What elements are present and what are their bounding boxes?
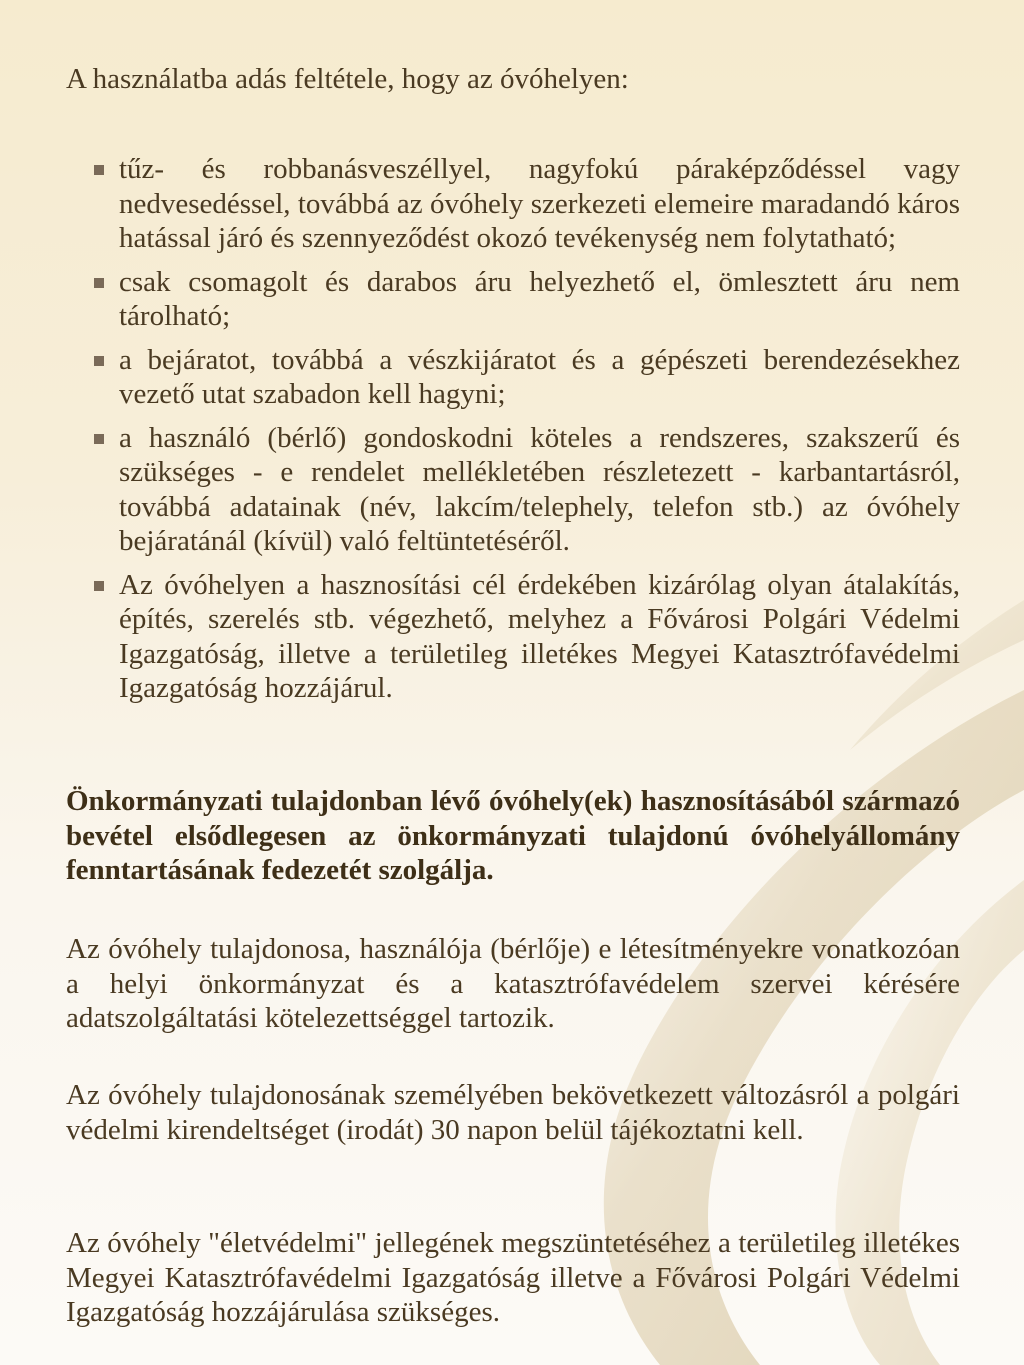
paragraph-owner-change: Az óvóhely tulajdonosának személyében bekövetkezett változásról a polgári védelmi kirendeltséget (irodát) 30 napon belül tájékoztatni kell. xyxy=(66,1079,960,1146)
square-bullet-icon xyxy=(94,356,104,366)
conditions-list xyxy=(92,152,960,715)
square-bullet-icon xyxy=(94,278,104,288)
list-item xyxy=(92,265,960,334)
square-bullet-icon xyxy=(94,581,104,591)
list-item xyxy=(92,343,960,412)
list-item-text: Az óvóhelyen a hasznosítási cél érdekében kizárólag olyan átalakítás, építés, szerelés stb. végezhető, melyhez a Fővárosi Polgári Védelmi Igazgatóság, illetve a területileg illetékes Megyei Katasztrófavédelmi Igazgatóság hozzájárul. xyxy=(119,568,960,704)
list-item xyxy=(92,152,960,256)
list-item-text: csak csomagolt és darabos áru helyezhető el, ömlesztett áru nem tárolható; xyxy=(119,265,960,332)
intro-text: A használatba adás feltétele, hogy az óvóhelyen: xyxy=(66,63,629,95)
list-item xyxy=(92,568,960,706)
list-item-text: a bejáratot, továbbá a vészkijáratot és a gépészeti berendezésekhez vezető utat szabadon kell hagyni; xyxy=(119,343,960,410)
square-bullet-icon xyxy=(94,434,104,444)
list-item xyxy=(92,421,960,559)
square-bullet-icon xyxy=(94,165,104,175)
paragraph-data-reporting: Az óvóhely tulajdonosa, használója (bérlője) e létesítményekre vonatkozóan a helyi önkormányzat és a katasztrófavédelem szervei kérésére adatszolgáltatási kötelezettséggel tartozik. xyxy=(66,933,960,1034)
list-item-text: tűz- és robbanásveszéllyel, nagyfokú páraképződéssel vagy nedvesedéssel, továbbá az óvóhely szerkezeti elemeire maradandó káros hatással járó és szennyeződést okozó tevékenység nem folytatható; xyxy=(119,153,960,254)
bold-paragraph: Önkormányzati tulajdonban lévő óvóhely(ek) hasznosításából származó bevétel elsődlegesen az önkormányzati tulajdonú óvóhelyállomány fenntartásának fedezetét szolgálja. xyxy=(66,785,960,886)
list-item-text: a használó (bérlő) gondoskodni köteles a rendszeres, szakszerű és szükséges - e rendelet mellékletében részletezett - karbantartásról, továbbá adatainak (név, lakcím/telephely, telefon stb.) az óvóhely bejáratánál (kívül) való feltüntetéséről. xyxy=(119,421,960,557)
paragraph-termination: Az óvóhely "életvédelmi" jellegének megszüntetéséhez a területileg illetékes Megyei Katasztrófavédelmi Igazgatóság illetve a Fővárosi Polgári Védelmi Igazgatóság hozzájárulása szükséges. xyxy=(66,1227,960,1328)
